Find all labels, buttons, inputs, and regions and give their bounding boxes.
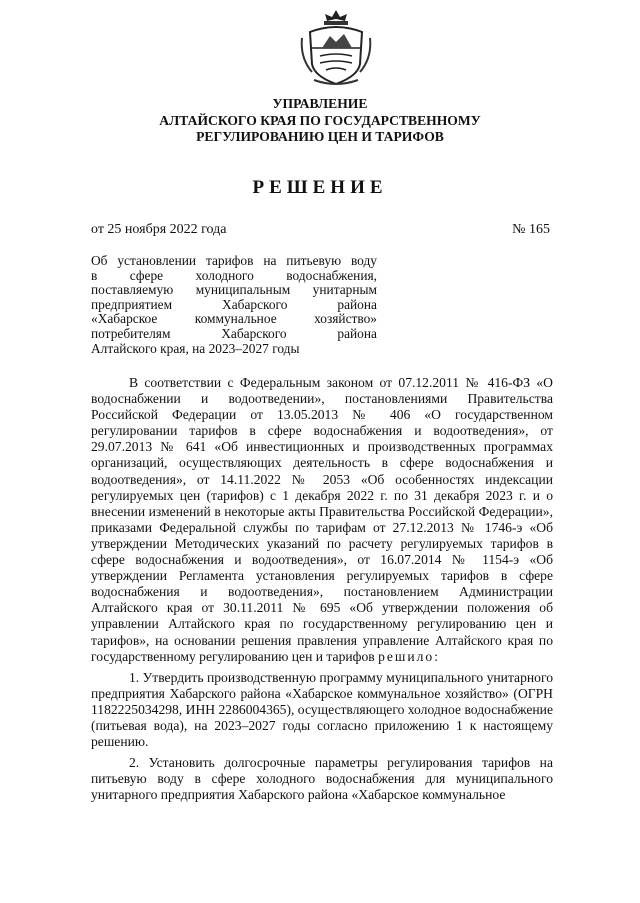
subject-line-7: Алтайского края, на 2023–2027 годы — [91, 340, 300, 356]
subject-line-3: поставляемую муниципальным унитарным — [91, 282, 377, 298]
decision-body — [91, 375, 553, 808]
item-2-paragraph: 2. Установить долгосрочные параметры регулирования тарифов на питьевую воду в сфере холодного водоснабжения для муниципального унитарного предприятия Хабарского района «Хабарское коммунальное — [91, 755, 553, 803]
subject-line-2: в сфере холодного водоснабжения, — [91, 267, 377, 283]
subject-line-1: Об установлении тарифов на питьевую воду — [91, 253, 377, 268]
preamble-paragraph — [91, 375, 553, 665]
decision-number: № 165 — [512, 222, 550, 237]
org-line-1: УПРАВЛЕНИЕ — [272, 96, 368, 111]
subject-line-6: потребителям Хабарского района — [91, 325, 377, 341]
decision-date: от 25 ноября 2022 года — [91, 222, 227, 237]
org-line-3: РЕГУЛИРОВАНИЮ ЦЕН И ТАРИФОВ — [196, 129, 444, 144]
preamble-text: В соответствии с Федеральным законом от 07.12.2011 № 416-ФЗ «О водоснабжении и водоотведении», постановлениями Правительства Российской Федерации от 13.05.2013 № 406 «О государственном регулировании тарифов в сфере водоснабжения и водоотведения», от 29.07.2013 № 641 «Об инвестиционных и производственных программах организаций, осуществляющих деятельность в сфере водоснабжения и водоотведения», от 14.11.2022 № 2053 «Об особенностях индексации регулируемых цен (тарифов) с 1 декабря 2022 г. по 31 декабря 2023 г. и о внесении изменений в некоторые акты Правительства Российской Федерации», приказами Федеральной службы по тарифам от 27.12.2013 № 1746-э «Об утверждении Методических указаний по расчету регулируемых тарифов в сфере водоснабжения и водоотведения», от 16.07.2014 № 1154-э «Об утверждении Регламента установления регулируемых тарифов в сфере водоснабжения и водоотведения», постановлением Администрации Алтайского края от 30.11.2011 № 695 «Об утверждении положения об управлении Алтайского края по государственному регулированию цен и тарифов», на основании решения правления управление Алтайского края по государственному регулированию цен и тарифов — [91, 375, 553, 664]
subject-line-4: предприятием Хабарского района — [91, 296, 377, 312]
organization-name — [0, 96, 640, 146]
decision-subject — [91, 254, 377, 356]
subject-line-5: «Хабарское коммунальное хозяйство» — [91, 311, 377, 327]
item-1-paragraph: 1. Утвердить производственную программу муниципального унитарного предприятия Хабарского района «Хабарское коммунальное хозяйство» (ОГРН 1182225034298, ИНН 2286004365), осуществляющего холодное водоснабжение (питьевая вода), на 2023–2027 годы согласно приложению 1 к настоящему решению. — [91, 669, 553, 750]
decided-word: решило: — [378, 648, 441, 664]
org-line-2: АЛТАЙСКОГО КРАЯ ПО ГОСУДАРСТВЕННОМУ — [159, 112, 481, 128]
document-title: РЕШЕНИЕ — [252, 177, 388, 198]
coat-of-arms-icon — [300, 8, 372, 88]
